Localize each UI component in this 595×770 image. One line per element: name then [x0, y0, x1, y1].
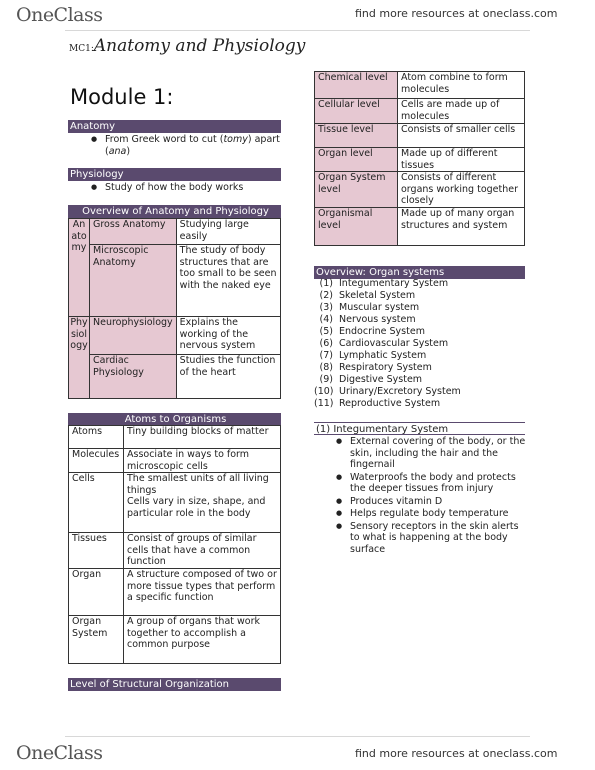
list-item: (6) Cardiovascular System — [319, 338, 449, 349]
list-item: ● Produces vitamin D — [332, 496, 527, 508]
list-item: (7) Lymphatic System — [319, 350, 427, 361]
physiology-list — [87, 182, 282, 195]
table-cell: A group of organs that work together to accomplish a common purpose — [124, 616, 281, 664]
table-cell: Chemical level — [315, 72, 398, 99]
course-title: Anatomy and Physiology — [93, 36, 306, 56]
table-cell: Organ System — [69, 616, 124, 664]
atoms-table — [68, 425, 281, 664]
table-cell: Tissue level — [315, 124, 398, 148]
list-item: (2) Skeletal System — [319, 290, 416, 301]
table-cell: Cells are made up of molecules — [398, 99, 525, 124]
table-cell: Consist of groups of similar cells that have a common function — [124, 533, 281, 569]
table-cell: A structure composed of two or more tissue types that perform a specific function — [124, 569, 281, 616]
list-item: (5) Endocrine System — [319, 326, 425, 337]
table-cell: Microscopic Anatomy — [90, 245, 177, 317]
table-cell: Studying large easily — [176, 219, 280, 245]
physiology-heading: Physiology — [68, 168, 281, 181]
table-cell: Cellular level — [315, 99, 398, 124]
list-item: ● From Greek word to cut (tomy) apart (ana) — [87, 134, 282, 157]
table-cell: Consists of different organs working together closely — [398, 172, 525, 208]
overview-table — [68, 218, 281, 399]
table-cell: Cardiac Physiology — [90, 355, 177, 399]
table-cell: Explains the working of the nervous system — [176, 317, 280, 355]
atoms-heading: Atoms to Organisms — [68, 413, 281, 426]
levels-table — [314, 71, 525, 246]
table-cell: Organ System level — [315, 172, 398, 208]
physiology-vertical-label: Physiology — [69, 317, 90, 399]
list-item: (1) Integumentary System — [319, 278, 449, 289]
list-item: ● Sensory receptors in the skin alerts to what is happening at the body surface — [332, 521, 527, 556]
find-more-link[interactable]: find more resources at oneclass.com — [355, 747, 558, 760]
list-item: (10) Urinary/Excretory System — [314, 386, 461, 397]
table-cell: Studies the function of the heart — [176, 355, 280, 399]
integumentary-heading: (1) Integumentary System — [314, 422, 525, 435]
table-cell: Atoms — [69, 426, 124, 449]
table-cell: Associate in ways to form microscopic cells — [124, 449, 281, 473]
table-cell: The study of body structures that are too small to be seen with the naked eye — [176, 245, 280, 317]
module-title: Module 1: — [70, 85, 174, 109]
oneclass-logo: OneClass — [16, 742, 103, 764]
table-cell: Cells — [69, 473, 124, 533]
organ-systems-list — [314, 278, 525, 410]
table-cell: Organismal level — [315, 208, 398, 246]
course-heading — [69, 36, 305, 56]
table-cell: Atom combine to form molecules — [398, 72, 525, 99]
list-item: (11) Reproductive System — [314, 398, 441, 409]
footer-divider — [65, 736, 530, 737]
find-more-link[interactable]: find more resources at oneclass.com — [355, 7, 558, 20]
list-item: (3) Muscular system — [319, 302, 420, 313]
table-cell: Consists of smaller cells — [398, 124, 525, 148]
course-code: MC1: — [69, 44, 94, 54]
list-item: ● External covering of the body, or the skin, including the hair and the fingernail — [332, 436, 527, 471]
header-divider — [65, 30, 530, 31]
table-cell: Tissues — [69, 533, 124, 569]
table-cell: Organ level — [315, 148, 398, 172]
list-item: (4) Nervous system — [319, 314, 416, 325]
list-item: (9) Digestive System — [319, 374, 423, 385]
table-cell: Neurophysiology — [90, 317, 177, 355]
table-cell: Molecules — [69, 449, 124, 473]
table-cell: The smallest units of all living things Cells vary in size, shape, and particular role in the body — [124, 473, 281, 533]
structural-heading: Level of Structural Organization — [68, 678, 281, 691]
oneclass-logo: OneClass — [16, 4, 103, 26]
anatomy-heading: Anatomy — [68, 120, 281, 133]
list-item: ● Helps regulate body temperature — [332, 508, 527, 520]
table-cell: Tiny building blocks of matter — [124, 426, 281, 449]
list-item: ● Study of how the body works — [87, 182, 282, 194]
list-item: ● Waterproofs the body and protects the deeper tissues from injury — [332, 472, 527, 495]
table-cell: Gross Anatomy — [90, 219, 177, 245]
organ-systems-heading: Overview: Organ systems — [314, 266, 525, 279]
overview-heading: Overview of Anatomy and Physiology — [68, 205, 281, 218]
anatomy-list — [87, 134, 282, 158]
anatomy-vertical-label: Anatomy — [69, 219, 90, 317]
table-cell: Made up of many organ structures and system — [398, 208, 525, 246]
list-item: (8) Respiratory System — [319, 362, 432, 373]
integumentary-list — [332, 436, 527, 556]
table-cell: Made up of different tissues — [398, 148, 525, 172]
table-cell: Organ — [69, 569, 124, 616]
